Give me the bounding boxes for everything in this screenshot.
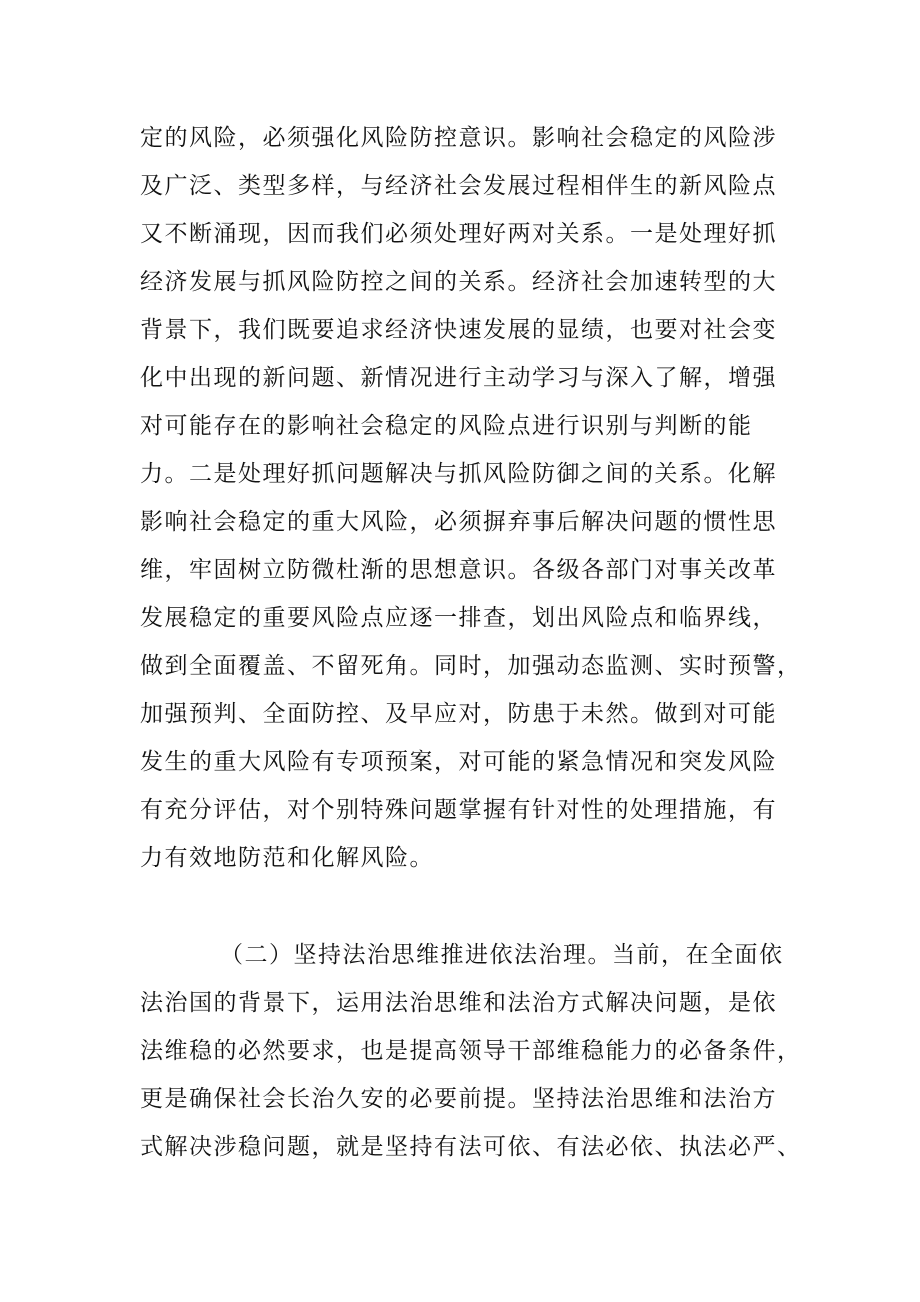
text-line: 又不断涌现，因而我们必须处理好两对关系。一是处理好抓 (140, 221, 777, 247)
text-line: 发生的重大风险有专项预案，对可能的紧急情况和突发风险 (140, 749, 777, 775)
text-line: 对可能存在的影响社会稳定的风险点进行识别与判断的能 (140, 413, 753, 439)
text-line: 力有效地防范和化解风险。 (140, 845, 434, 871)
text-line: 力。二是处理好抓问题解决与抓风险防御之间的关系。化解 (140, 461, 777, 487)
text-line: 维，牢固树立防微杜渐的思想意识。各级各部门对事关改革 (140, 557, 777, 583)
text-line: 背景下，我们既要追求经济快速发展的显绩，也要对社会变 (140, 317, 777, 343)
text-line: 化中出现的新问题、新情况进行主动学习与深入了解，增强 (140, 365, 777, 391)
text-line: 更是确保社会长治久安的必要前提。坚持法治思维和法治方 (140, 1086, 777, 1112)
text-line: 加强预判、全面防控、及早应对，防患于未然。做到对可能 (140, 701, 777, 727)
text-line: 做到全面覆盖、不留死角。同时，加强动态监测、实时预警， (140, 653, 802, 679)
section-heading-line: （二）坚持法治思维推进依法治理。当前，在全面依 (220, 942, 784, 968)
text-line: 及广泛、类型多样，与经济社会发展过程相伴生的新风险点 (140, 173, 777, 199)
text-line: 式解决涉稳问题，就是坚持有法可依、有法必依、执法必严、 (140, 1134, 802, 1160)
paragraph-risk-control (140, 114, 802, 882)
text-line: 经济发展与抓风险防控之间的关系。经济社会加速转型的大 (140, 269, 777, 295)
text-line: 法维稳的必然要求，也是提高领导干部维稳能力的必备条件， (140, 1038, 802, 1064)
paragraph-rule-of-law (140, 931, 802, 1171)
text-line: 影响社会稳定的重大风险，必须摒弃事后解决问题的惯性思 (140, 509, 777, 535)
text-line: 有充分评估，对个别特殊问题掌握有针对性的处理措施，有 (140, 797, 777, 823)
text-line: 定的风险，必须强化风险防控意识。影响社会稳定的风险涉 (140, 125, 777, 151)
text-line: 发展稳定的重要风险点应逐一排查，划出风险点和临界线， (140, 605, 777, 631)
text-line: 法治国的背景下，运用法治思维和法治方式解决问题，是依 (140, 990, 777, 1016)
